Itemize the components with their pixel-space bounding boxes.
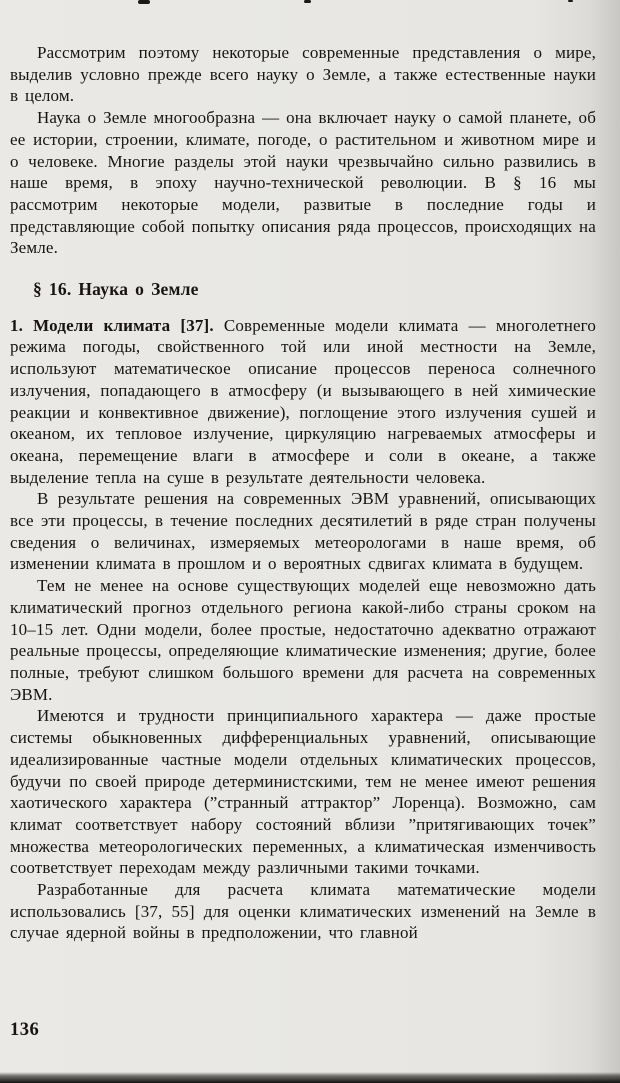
scan-artifact	[138, 0, 150, 4]
paragraph-climate-models	[10, 315, 596, 489]
paragraph-nuclear-war-models: Разработанные для расчета климата математические модели использовались [37, 55] для оценки климатических изменений на Земле в случае ядерной войны в предположении, что главной	[10, 880, 596, 943]
scan-edge-bottom	[0, 1072, 620, 1083]
page-number: 136	[10, 1020, 40, 1040]
paragraph-principal-difficulties: Имеются и трудности принципиального характера — даже простые системы обыкновенных дифференциальных уравнений, описывающие идеализированные частные модели отдельных климатических процессов, будучи по своей природе детерминистскими, тем не менее имеют решения хаотического характера (”странный аттрактор” Лоренца). Возможно, сам климат соответствует набору состояний вблизи ”притягивающих точек” множества метеорологических переменных, а климатическая изменчивость соответствует переходам между различными такими точками.	[10, 706, 596, 878]
paragraph-intro-1: Рассмотрим поэтому некоторые современные представления о мире, выделив условно прежде всего науку о Земле, а также естественные науки в целом.	[10, 43, 596, 106]
paragraph-evm-results: В результате решения на современных ЭВМ уравнений, описывающих все эти процессы, в течение последних десятилетий в ряде стран получены сведения о величинах, измеряемых метеорологами в наше время, об изменении климата в прошлом и о вероятных сдвигах климата в будущем.	[10, 489, 596, 574]
paragraph-forecast-limits: Тем не менее на основе существующих моделей еще невозможно дать климатический прогноз отдельного региона какой-либо страны сроком на 10–15 лет. Одни модели, более простые, недостаточно адекватно отражают реальные процессы, определяющие климатические изменения; другие, более полные, требуют слишком большого времени для расчета на современных ЭВМ.	[10, 576, 596, 704]
scan-artifact	[568, 0, 573, 2]
section-heading: § 16. Наука о Земле	[33, 279, 199, 300]
paragraph-text: Современные модели климата — многолетнего режима погоды, свойственного той или иной местности на Земле, используют математическое описание процессов переноса солнечного излучения, попадающего в атмосферу (и вызывающего в ней химические реакции и конвективное движение), поглощение этого излучения сушей и океаном, их тепловое излучение, циркуляцию нагреваемых атмосферы и океана, перемещение влаги в атмосфере и соли в океане, а также выделение тепла на суше в результате деятельности человека.	[10, 315, 596, 487]
paragraph-intro-2: Наука о Земле многообразна — она включает науку о самой планете, об ее истории, строении, климате, погоде, о растительном и животном мире и о человеке. Многие разделы этой науки чрезвычайно сильно развились в наше время, в эпоху научно-технической революции. В § 16 мы рассмотрим некоторые модели, развитые в последние годы и представляющие собой попытку описания ряда процессов, происходящих на Земле.	[10, 108, 596, 258]
paragraph-lead-bold: 1. Модели климата [37].	[10, 315, 214, 335]
scan-artifact	[304, 0, 311, 3]
